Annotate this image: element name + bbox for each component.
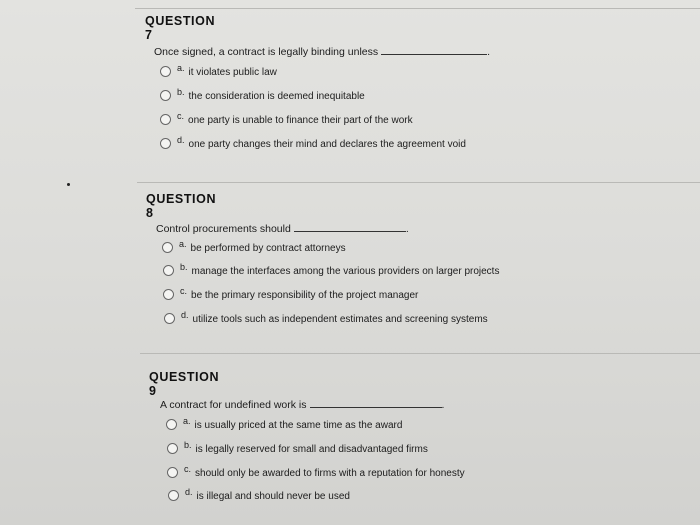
option-letter: d. xyxy=(181,310,189,320)
question-divider xyxy=(140,353,700,354)
option-text: is usually priced at the same time as the award xyxy=(194,420,403,431)
radio-button[interactable] xyxy=(166,419,177,430)
option-letter: c. xyxy=(177,111,185,121)
radio-button[interactable] xyxy=(160,138,171,149)
radio-button[interactable] xyxy=(160,114,171,125)
margin-dot xyxy=(67,183,70,186)
option-text: one party changes their mind and declares the agreement void xyxy=(188,139,466,150)
question-header: QUESTION 9 xyxy=(149,370,220,398)
option-d[interactable] xyxy=(164,311,488,325)
option-text: should only be awarded to firms with a reputation for honesty xyxy=(195,468,465,479)
radio-button[interactable] xyxy=(163,289,174,300)
radio-button[interactable] xyxy=(163,265,174,276)
option-letter: a. xyxy=(179,239,187,249)
radio-button[interactable] xyxy=(167,443,178,454)
prompt-text: Control procurements should xyxy=(156,223,291,235)
option-d[interactable] xyxy=(160,136,466,150)
prompt-text: A contract for undefined work is xyxy=(160,399,307,411)
option-c[interactable] xyxy=(167,465,465,479)
option-letter: b. xyxy=(180,262,188,272)
option-a[interactable] xyxy=(160,64,277,78)
question-prompt: Control procurements should . xyxy=(156,223,409,235)
option-text: is legally reserved for small and disadvantaged firms xyxy=(195,444,428,455)
option-text: the consideration is deemed inequitable xyxy=(188,91,365,102)
option-text: it violates public law xyxy=(188,67,277,78)
option-letter: c. xyxy=(180,286,188,296)
option-letter: a. xyxy=(177,63,185,73)
option-text: utilize tools such as independent estimates and screening systems xyxy=(192,314,488,325)
question-header: QUESTION 8 xyxy=(146,192,217,220)
option-text: manage the interfaces among the various providers on larger projects xyxy=(191,266,500,277)
option-b[interactable] xyxy=(163,263,499,277)
question-divider xyxy=(135,8,700,9)
option-letter: b. xyxy=(184,440,192,450)
question-divider xyxy=(137,182,700,183)
option-text: be the primary responsibility of the project manager xyxy=(191,290,419,301)
answer-blank xyxy=(381,44,487,55)
radio-button[interactable] xyxy=(160,66,171,77)
question-prompt: Once signed, a contract is legally binding unless . xyxy=(154,46,491,58)
option-c[interactable] xyxy=(160,112,413,126)
prompt-text: Once signed, a contract is legally binding unless xyxy=(154,46,379,58)
question-prompt: A contract for undefined work is . xyxy=(160,399,445,411)
option-letter: a. xyxy=(183,416,191,426)
option-a[interactable] xyxy=(162,240,346,254)
radio-button[interactable] xyxy=(162,242,173,253)
question-header: QUESTION 7 xyxy=(145,14,216,42)
radio-button[interactable] xyxy=(160,90,171,101)
answer-blank xyxy=(294,221,406,232)
option-letter: d. xyxy=(177,135,185,145)
option-text: is illegal and should never be used xyxy=(196,491,350,502)
option-letter: d. xyxy=(185,487,193,497)
option-text: one party is unable to finance their part of the work xyxy=(188,115,413,126)
radio-button[interactable] xyxy=(168,490,179,501)
option-letter: c. xyxy=(184,464,192,474)
option-b[interactable] xyxy=(167,441,428,455)
radio-button[interactable] xyxy=(164,313,175,324)
option-text: be performed by contract attorneys xyxy=(190,243,346,254)
option-d[interactable] xyxy=(168,488,350,502)
answer-blank xyxy=(310,397,442,408)
option-a[interactable] xyxy=(166,417,402,431)
option-letter: b. xyxy=(177,87,185,97)
radio-button[interactable] xyxy=(167,467,178,478)
option-c[interactable] xyxy=(163,287,418,301)
option-b[interactable] xyxy=(160,88,365,102)
